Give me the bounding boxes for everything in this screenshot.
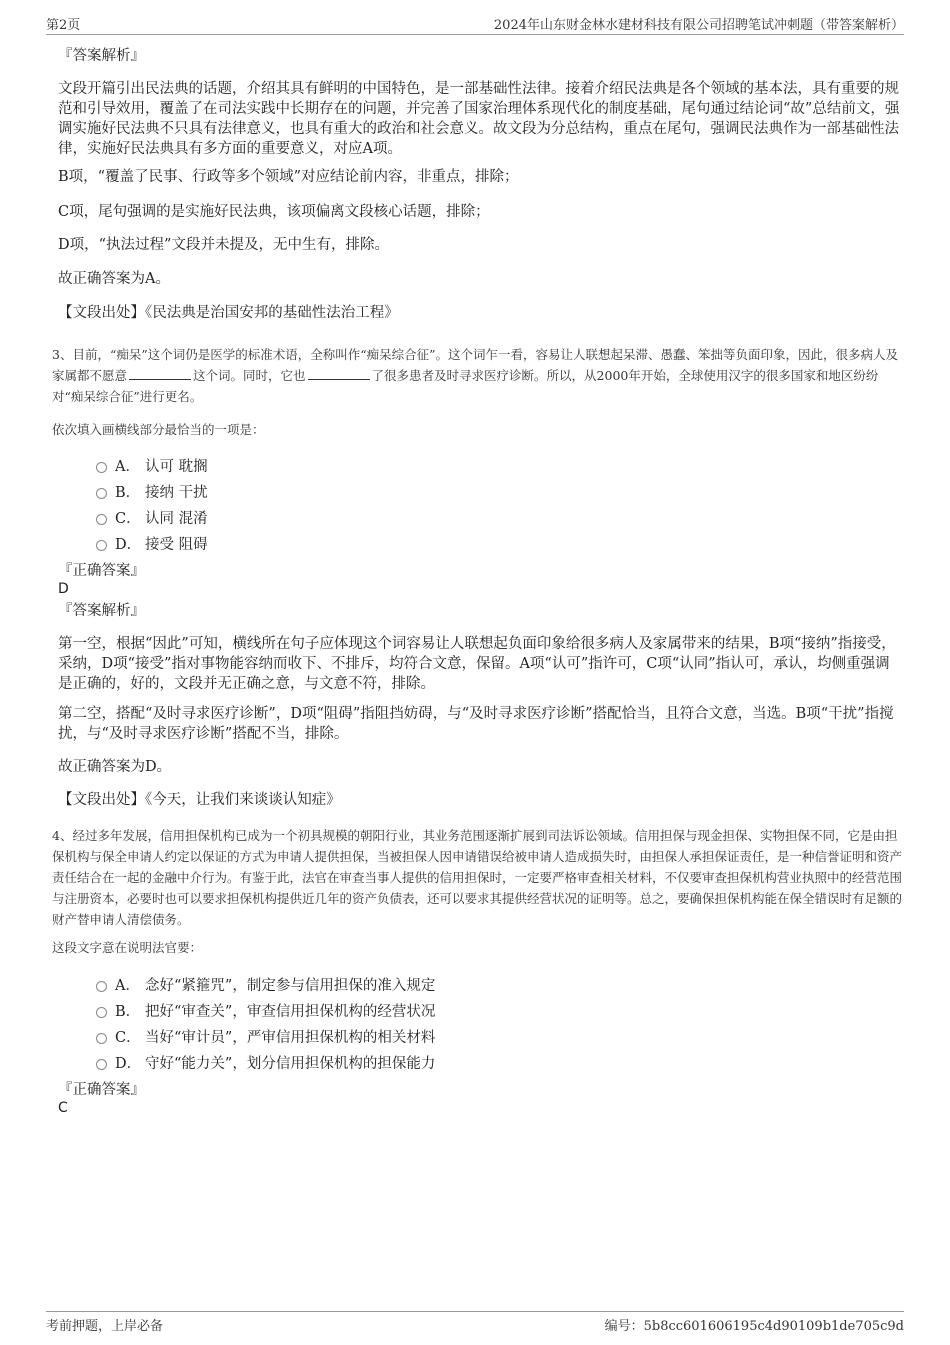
q3-conclusion: 故正确答案为D。 <box>58 759 172 775</box>
q3-options <box>96 452 208 556</box>
q4-answer: C <box>58 1100 68 1116</box>
radio-icon[interactable] <box>96 462 107 473</box>
q3-text-part3: 了很多患者及时寻求医疗诊断。所以，从2000年开始，全球使用汉字的很多国家和地区纷纷对“痴呆综合征”进行更名。 <box>52 368 879 404</box>
q4-option-c[interactable]: C． 当好“审计员”，严审信用担保机构的相关材料 <box>96 1023 435 1049</box>
page-footer <box>46 1311 904 1334</box>
q2-source: 【文段出处】《民法典是治国安邦的基础性法治工程》 <box>58 305 399 321</box>
q2-analysis-p1: 文段开篇引出民法典的话题，介绍其具有鲜明的中国特色，是一部基础性法律。接着介绍民法典是各个领域的基本法，具有重要的规范和引导效用，覆盖了在司法实践中长期存在的问题，并完善了国家治理体系现代化的制度基础，尾句通过结论词“故”总结前文，强调实施好民法典不只具有法律意义，也具有重大的政治和社会意义。故文段为分总结构，重点在尾句，强调民法典作为一部基础性法律，实施好民法典具有多方面的重要意义，对应A项。 <box>58 81 900 157</box>
document-title: 2024年山东财金林水建材科技有限公司招聘笔试冲刺题（带答案解析） <box>493 18 904 33</box>
q3-text-part1: 3、目前，“痴呆”这个词仍是医学的标准术语，全称叫作“痴呆综合征”。这个词乍一看，容易让人联想起呆滞、愚蠢、笨拙等负面印象，因此，很多病人及家属都不愿意 <box>52 347 899 383</box>
page-number: 第2页 <box>46 18 81 33</box>
q2-analysis-p2: B项，“覆盖了民事、行政等多个领域”对应结论前内容，非重点，排除； <box>58 169 519 185</box>
q3-option-c[interactable]: C． 认同 混淆 <box>96 504 208 530</box>
q3-blank-2 <box>308 366 370 380</box>
q3-analysis-p2: 第二空，搭配“及时寻求医疗诊断”，D项“阻碍”指阻挡妨碍，与“及时寻求医疗诊断”搭配恰当，且符合文意，当选。B项“干扰”指搅扰，与“及时寻求医疗诊断”搭配不当，排除。 <box>58 706 894 742</box>
q4-prompt: 这段文字意在说明法官要： <box>52 940 203 955</box>
q3-text-part2: 这个词。同时，它也 <box>193 368 306 383</box>
footer-slogan: 考前押题，上岸必备 <box>46 1319 164 1334</box>
q4-question-text: 4、经过多年发展，信用担保机构已成为一个初具规模的朝阳行业，其业务范围逐渐扩展到司法诉讼领域。信用担保与现金担保、实物担保不同，它是由担保机构与保全申请人约定以保证的方式为申请人提供担保，当被担保人因申请错误给被申请人造成损失时，由担保人承担保证责任，是一种信誉证明和资产责任结合在一起的金融中介行为。有鉴于此，法官在审查当事人提供的信用担保时，一定要严格审查相关材料，不仅要审查担保机构营业执照中的经营范围与注册资本，必要时也可以要求担保机构提供近几年的资产负债表，还可以要求其提供经营状况的证明等。总之，要确保担保机构能在保全错误时有足额的财产替申请人清偿债务。 <box>52 828 903 927</box>
page-header <box>46 14 904 35</box>
radio-icon[interactable] <box>96 514 107 525</box>
radio-icon[interactable] <box>96 1007 107 1018</box>
q4-options <box>96 971 435 1075</box>
q2-analysis-p4: D项，“执法过程”文段并未提及，无中生有，排除。 <box>58 237 389 253</box>
q2-analysis-label: 『答案解析』 <box>58 48 145 64</box>
radio-icon[interactable] <box>96 1059 107 1070</box>
q3-prompt: 依次填入画横线部分最恰当的一项是： <box>52 422 265 437</box>
q4-option-a[interactable]: A． 念好“紧箍咒”，制定参与信用担保的准入规定 <box>96 971 435 997</box>
radio-icon[interactable] <box>96 488 107 499</box>
document-id: 编号：5b8cc601606195c4d90109b1de705c9d <box>604 1319 904 1334</box>
q3-answer-label: 『正确答案』 <box>58 563 145 579</box>
q3-analysis-label: 『答案解析』 <box>58 603 145 619</box>
q4-option-d[interactable]: D． 守好“能力关”，划分信用担保机构的担保能力 <box>96 1049 435 1075</box>
radio-icon[interactable] <box>96 1033 107 1044</box>
q4-option-b[interactable]: B． 把好“审查关”，审查信用担保机构的经营状况 <box>96 997 435 1023</box>
q3-option-b[interactable]: B． 接纳 干扰 <box>96 478 208 504</box>
q2-conclusion: 故正确答案为A。 <box>58 271 170 287</box>
q3-source: 【文段出处】《今天，让我们来谈谈认知症》 <box>58 792 341 808</box>
q3-answer: D <box>58 581 69 597</box>
radio-icon[interactable] <box>96 540 107 551</box>
q3-option-a[interactable]: A． 认可 耽搁 <box>96 452 208 478</box>
q3-analysis-p1: 第一空，根据“因此”可知，横线所在句子应体现这个词容易让人联想起负面印象给很多病人及家属带来的结果，B项“接纳”指接受，采纳，D项“接受”指对事物能容纳而收下、不排斥，均符合文意，保留。A项“认可”指许可，C项“认同”指认可，承认，均侧重强调是正确的，好的，文段并无正确之意，与文意不符，排除。 <box>58 636 896 692</box>
q3-option-d[interactable]: D． 接受 阻碍 <box>96 530 208 556</box>
q2-analysis-p3: C项，尾句强调的是实施好民法典，该项偏离文段核心话题，排除； <box>58 204 490 220</box>
q3-blank-1 <box>129 366 191 380</box>
radio-icon[interactable] <box>96 981 107 992</box>
q3-question-text <box>52 344 904 407</box>
q4-answer-label: 『正确答案』 <box>58 1082 145 1098</box>
